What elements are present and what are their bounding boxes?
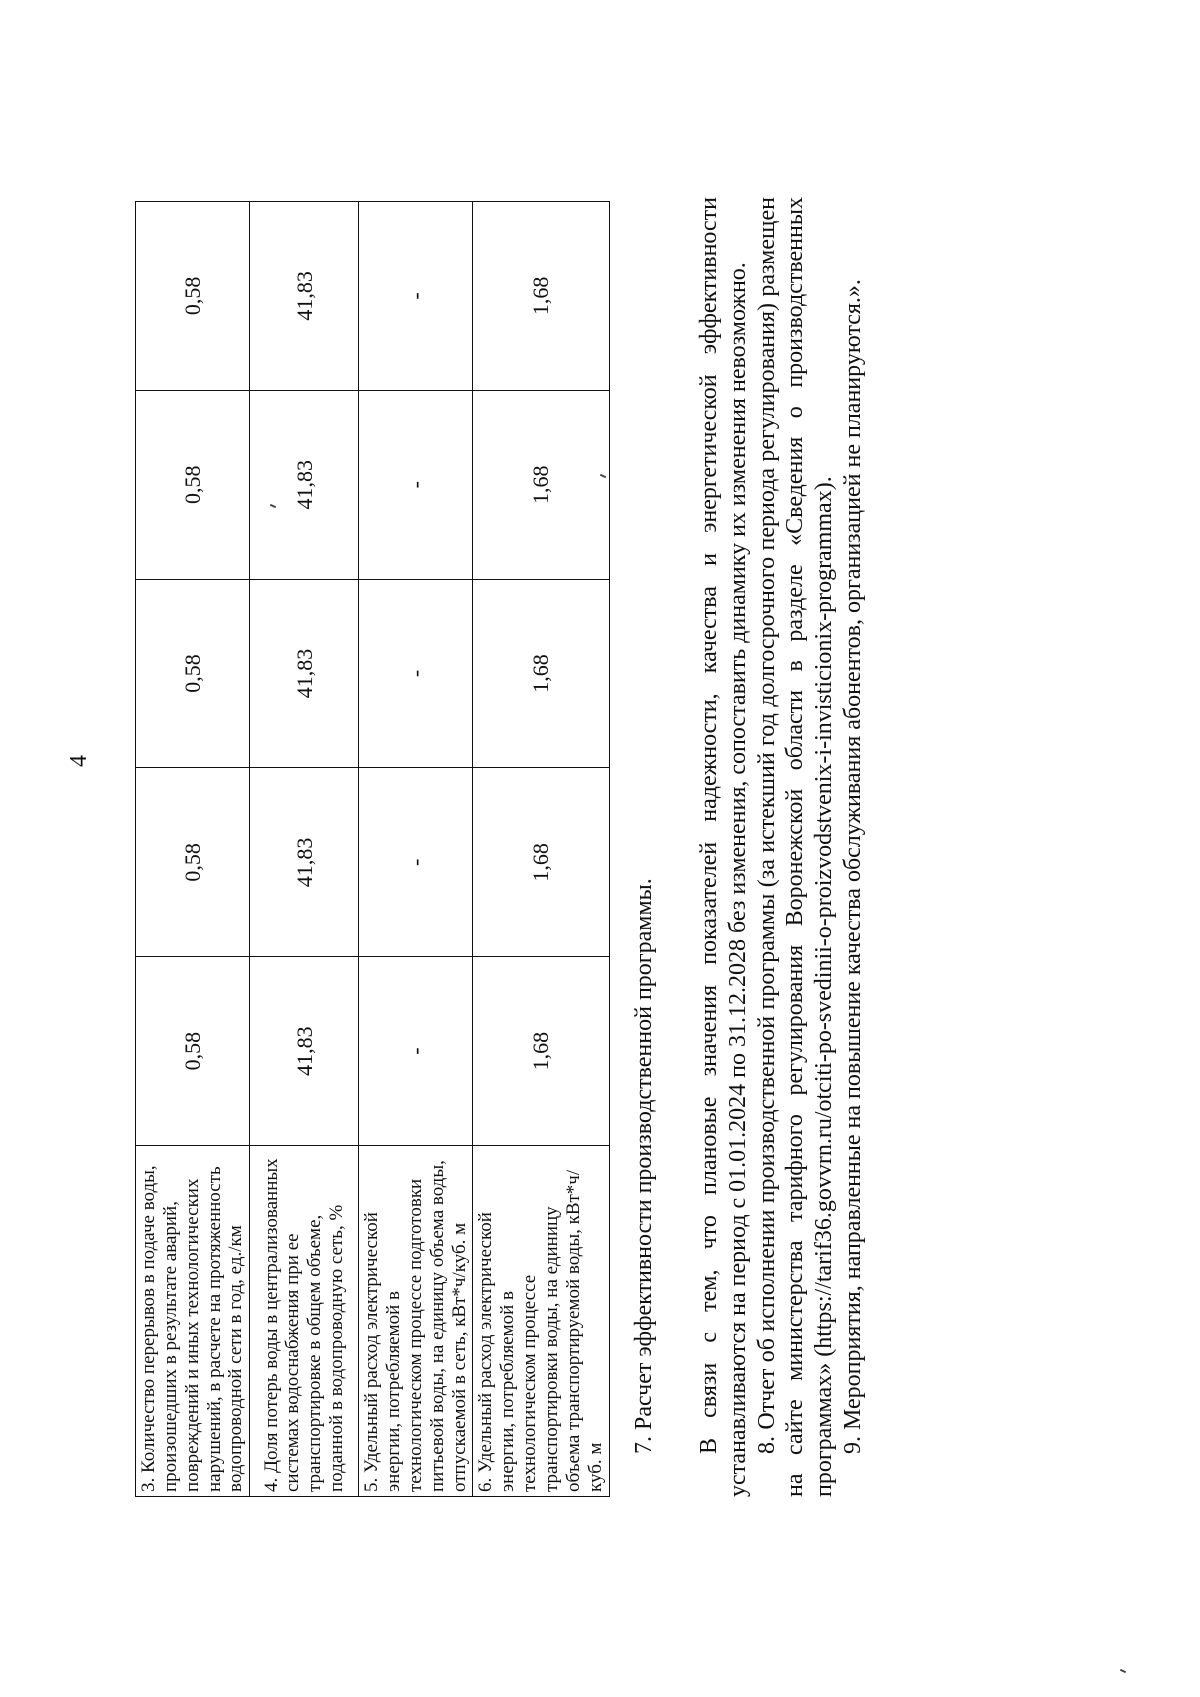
indicator-value: 1,68 [473, 390, 609, 579]
indicator-value: 0,58 [136, 390, 250, 579]
table-row [473, 202, 609, 1497]
page-number: 4 [66, 755, 92, 767]
indicator-value: 41,83 [250, 957, 359, 1146]
indicator-description: 6. Удельный расход электрической энергии, потребляемой в технологическом процессе транспортировки воды, на единицу объема транспортируемой воды, кВт*ч/куб. м [473, 1146, 609, 1497]
indicator-value: 0,58 [136, 579, 250, 768]
indicator-description: 3. Количество перерывов в подаче воды, произошедших в результате аварий, повреждений и иных технологических нарушений, в расчете на протяженность водопроводной сети в год, ед./км [136, 1146, 250, 1497]
indicator-value: 0,58 [136, 768, 250, 957]
indicator-value: 0,58 [136, 957, 250, 1146]
table-row [136, 202, 250, 1497]
indicator-value: - [359, 579, 473, 768]
indicator-value: - [359, 768, 473, 957]
indicator-value: 41,83 [250, 390, 359, 579]
indicator-value: 1,68 [473, 957, 609, 1146]
scan-speck [1120, 1669, 1126, 1673]
indicator-value: 0,58 [136, 202, 250, 391]
indicators-table [135, 201, 610, 1497]
indicator-value: - [359, 202, 473, 391]
indicator-value: 1,68 [473, 768, 609, 957]
paragraph: 9. Мероприятия, направленные на повышение качества обслуживания абонентов, организацией не планируются.». [839, 279, 866, 1454]
indicator-value: - [359, 390, 473, 579]
indicator-value: 41,83 [250, 579, 359, 768]
paragraph: 8. Отчет об исполнении производственной программы (за истекший год долгосрочного периода регулирования) размещен на сайте министерства тарифного регулирования Воронежской области в разделе «Сведения о производственных программах» (https://tarif36.govvrn.ru/otciti-po-svedinii-o-proizvodstvenix-i-invisticionix-programmax). [753, 197, 838, 1497]
indicator-description: 4. Доля потерь воды в централизованных системах водоснабжения при ее транспортировке в общем объеме, поданной в водопроводную сеть, % [250, 1146, 359, 1497]
table-row [359, 202, 473, 1497]
paragraph: В связи с тем, что плановые значения показателей надежности, качества и энергетической эффективности устанавливаются на период с 01.01.2024 по 31.12.2028 без изменения, сопоставить динамику их изменения невозможно. [696, 197, 751, 1497]
table-row [250, 202, 359, 1497]
indicator-value: 41,83 [250, 768, 359, 957]
indicator-value: 1,68 [473, 202, 609, 391]
indicator-description: 5. Удельный расход электрической энергии, потребляемой в технологическом процессе подготовки питьевой воды, на единицу объема воды, отпускаемой в сеть, кВт*ч/куб. м [359, 1146, 473, 1497]
indicator-value: - [359, 957, 473, 1146]
section-heading: 7. Расчет эффективности производственной программы. [631, 878, 657, 1454]
body-text [695, 197, 868, 1497]
indicator-value: 1,68 [473, 579, 609, 768]
indicator-value: 41,83 [250, 202, 359, 391]
